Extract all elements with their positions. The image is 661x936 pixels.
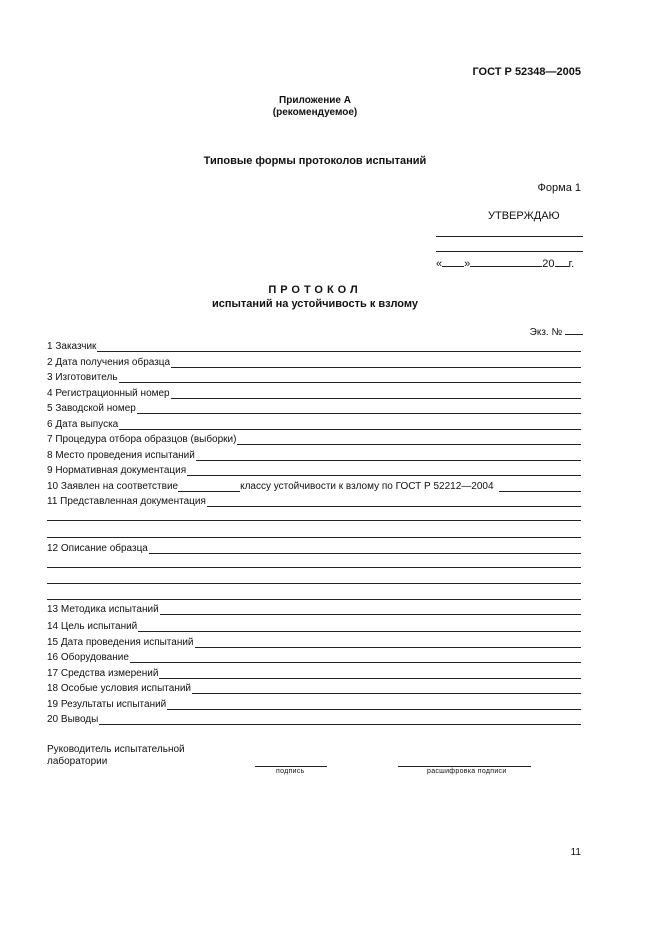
field-manufacturer[interactable] (47, 370, 581, 383)
field-blank[interactable] (499, 481, 581, 492)
date-close-quote: » (464, 258, 471, 270)
name-decode-caption: расшифровка подписи (427, 768, 507, 775)
class-blank[interactable] (178, 481, 240, 492)
field-label: 16 Оборудование (47, 652, 129, 663)
field-label: 9 Нормативная документация (47, 465, 187, 476)
approval-date[interactable] (436, 256, 574, 270)
form-label: Форма 1 (537, 182, 581, 194)
field-label: 15 Дата проведения испытаний (47, 637, 194, 648)
field-blank[interactable] (195, 637, 581, 648)
field-test-method[interactable] (47, 602, 581, 615)
field-blank[interactable] (130, 652, 581, 663)
month-blank[interactable] (470, 256, 542, 267)
annex-status: (рекомендуемое) (272, 107, 358, 118)
protocol-subtitle: испытаний на устойчивость к взлому (212, 298, 418, 310)
field-label: 10 Заявлен на соответствие (47, 481, 179, 492)
field-label: 3 Изготовитель (47, 372, 118, 383)
field-blank[interactable] (171, 357, 581, 368)
field-label: 20 Выводы (47, 714, 99, 725)
approval-line-2[interactable] (436, 251, 583, 252)
field-test-results[interactable] (47, 697, 581, 710)
field-blank[interactable] (137, 403, 581, 414)
copy-blank[interactable] (565, 324, 583, 335)
field-blank[interactable] (171, 388, 581, 399)
annex-heading (0, 95, 630, 119)
field-release-date[interactable] (47, 417, 581, 430)
field-test-purpose[interactable] (47, 619, 581, 632)
day-blank[interactable] (442, 256, 464, 267)
field-blank[interactable] (97, 341, 581, 352)
protocol-title: ПРОТОКОЛ (268, 284, 362, 296)
field-blank[interactable] (149, 543, 581, 554)
year-suffix: г. (568, 258, 575, 270)
field-blank[interactable] (119, 372, 581, 383)
field-registration-number[interactable] (47, 386, 581, 399)
signature-line[interactable] (255, 766, 327, 767)
field-label: 2 Дата получения образца (47, 357, 171, 368)
field-conclusions[interactable] (47, 712, 581, 725)
lab-head-line-1: Руководитель испытательной (47, 744, 185, 755)
field-blank[interactable] (138, 621, 581, 632)
field-test-date[interactable] (47, 635, 581, 648)
field-blank[interactable] (192, 683, 581, 694)
year-blank[interactable] (555, 256, 569, 267)
field-measuring-instruments[interactable] (47, 666, 581, 679)
standard-number: ГОСТ Р 52348—2005 (472, 66, 581, 78)
section-title: Типовые формы протоколов испытаний (203, 155, 427, 167)
date-open-quote: « (436, 258, 443, 270)
blank-line[interactable] (47, 599, 581, 600)
approval-line-1[interactable] (436, 236, 583, 237)
field-label: 18 Особые условия испытаний (47, 683, 192, 694)
copy-label: Экз. № (529, 327, 563, 338)
field-customer[interactable] (47, 339, 581, 352)
field-label: 4 Регистрационный номер (47, 388, 170, 399)
field-blank[interactable] (159, 668, 581, 679)
field-normative-docs[interactable] (47, 463, 581, 476)
blank-line[interactable] (47, 537, 581, 538)
field-label: 1 Заказчик (47, 341, 97, 352)
copy-number[interactable] (530, 324, 583, 338)
blank-line[interactable] (47, 567, 581, 568)
page-number: 11 (570, 847, 581, 858)
lab-head-line-2: лаборатории (47, 756, 108, 767)
field-label: 8 Место проведения испытаний (47, 450, 195, 461)
field-blank[interactable] (119, 419, 581, 430)
field-label: 19 Результаты испытаний (47, 699, 167, 710)
field-provided-docs[interactable] (47, 494, 581, 507)
blank-line[interactable] (47, 583, 581, 584)
field-label: 5 Заводской номер (47, 403, 136, 414)
field-serial-number[interactable] (47, 401, 581, 414)
field-label: 6 Дата выпуска (47, 419, 119, 430)
field-blank[interactable] (237, 434, 581, 445)
field-label: 11 Представленная документация (47, 496, 206, 507)
field-equipment[interactable] (47, 650, 581, 663)
field-blank[interactable] (187, 465, 581, 476)
field-label: 17 Средства измерений (47, 668, 159, 679)
field-blank[interactable] (160, 604, 581, 615)
name-decode-line[interactable] (398, 766, 531, 767)
signature-caption: подпись (276, 768, 305, 775)
field-sample-receipt-date[interactable] (47, 355, 581, 368)
field-label-continuation: классу устойчивости к взлому по ГОСТ Р 52212—2004 (240, 481, 494, 492)
field-declared-compliance[interactable] (47, 479, 581, 492)
approval-word: УТВЕРЖДАЮ (488, 210, 560, 222)
field-test-location[interactable] (47, 448, 581, 461)
field-special-conditions[interactable] (47, 681, 581, 694)
field-label: 12 Описание образца (47, 543, 148, 554)
field-blank[interactable] (167, 699, 581, 710)
lab-head-label (47, 744, 185, 768)
year-prefix: 20 (542, 258, 555, 270)
field-label: 13 Методика испытаний (47, 604, 159, 615)
field-sampling-procedure[interactable] (47, 432, 581, 445)
blank-line[interactable] (47, 520, 581, 521)
field-blank[interactable] (207, 496, 581, 507)
field-label: 14 Цель испытаний (47, 621, 138, 632)
field-blank[interactable] (196, 450, 581, 461)
field-label: 7 Процедура отбора образцов (выборки) (47, 434, 237, 445)
field-sample-description[interactable] (47, 541, 581, 554)
field-blank[interactable] (99, 714, 581, 725)
annex-title: Приложение А (279, 95, 351, 106)
